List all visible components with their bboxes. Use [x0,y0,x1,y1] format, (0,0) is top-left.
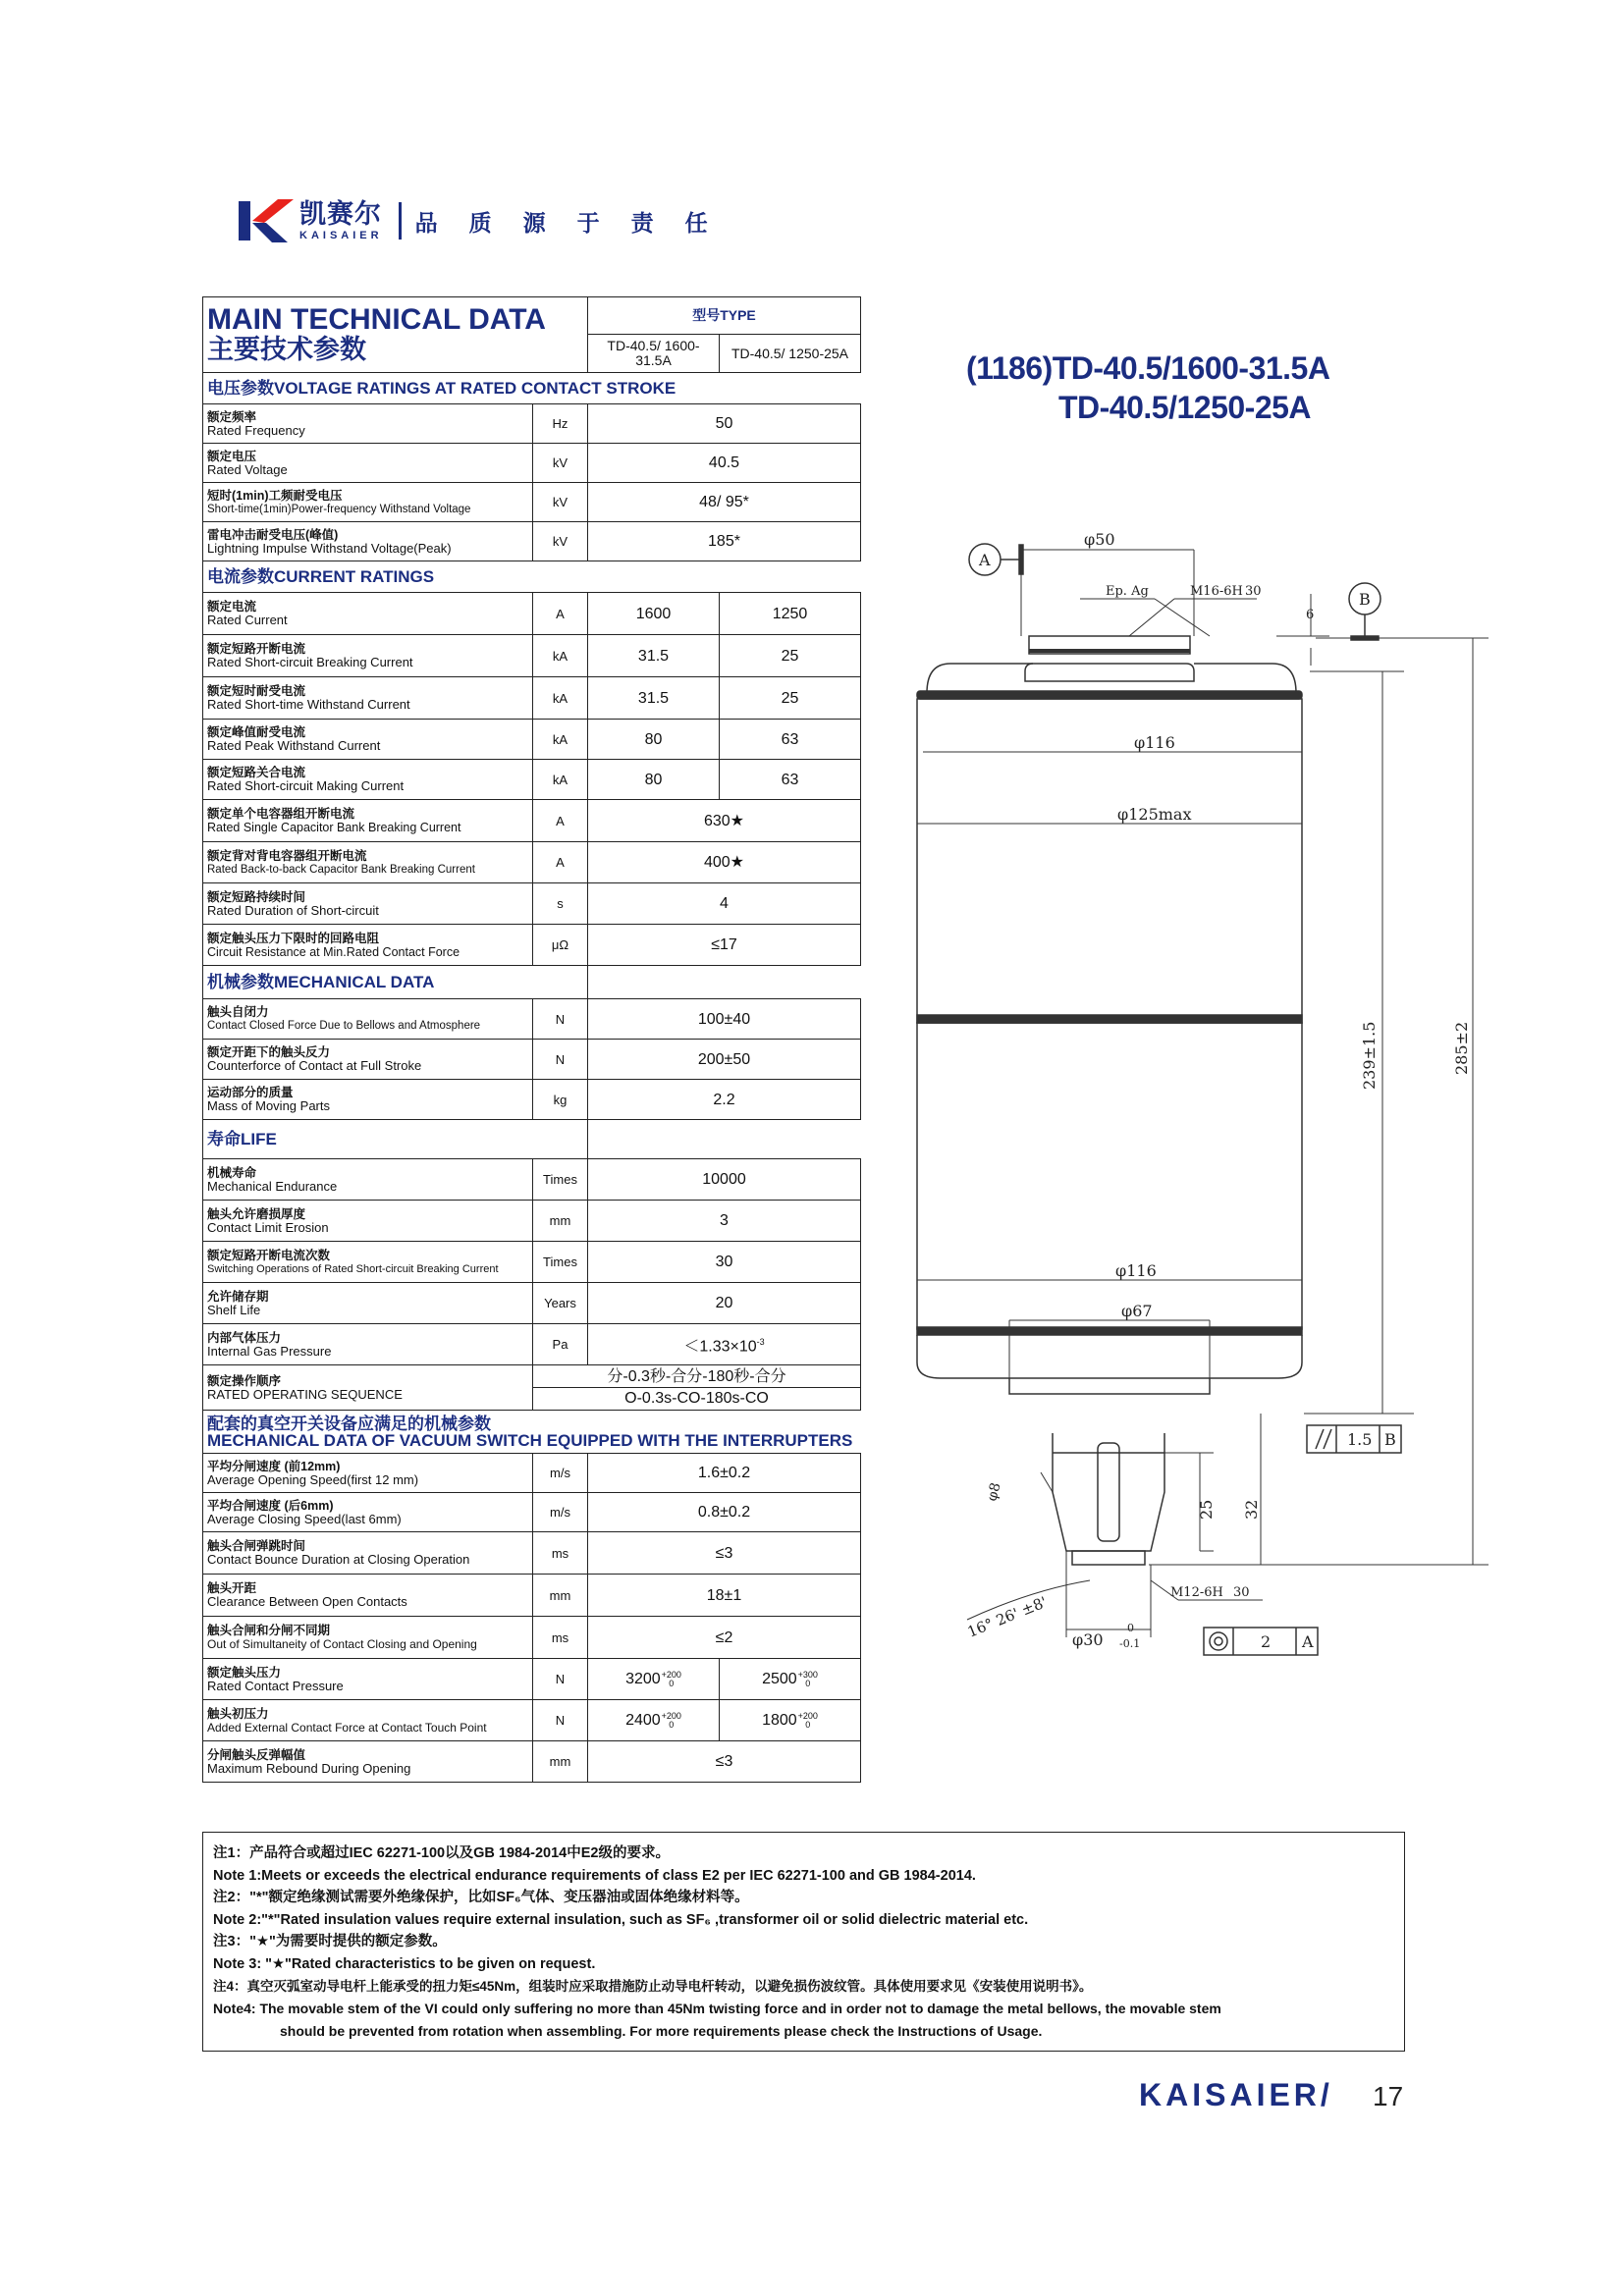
table-row: 雷电冲击耐受电压(峰值) Lightning Impulse Withstand Voltage(Peak) kV 185* [203,522,861,561]
dim-d67: φ67 [1121,1302,1153,1320]
table-row: 额定操作顺序 RATED OPERATING SEQUENCE 分-0.3秒-合分-180秒-合分 O-0.3s-CO-180s-CO [203,1365,861,1411]
drawing-title-1: (1186)TD-40.5/1600-31.5A [966,350,1330,386]
note-2-en: Note 2:"*"Rated insulation values require external insulation, such as SF₆ ,transformer oil or solid dielectric material etc. [213,1911,1029,1928]
section-switch: 配套的真空开关设备应满足的机械参数 MECHANICAL DATA OF VACUUM SWITCH EQUIPPED WITH THE INTERRUPTERS [203,1411,861,1454]
dim-d125: φ125max [1117,805,1192,824]
note-1-cn: 注1：产品符合或超过IEC 62271-100以及GB 1984-2014中E2级的要求。 [213,1845,670,1861]
slogan: 品 质 源 于 责 任 [414,210,720,237]
table-row: 额定开距下的触头反力 Counterforce of Contact at Full Stroke N 200±50 [203,1040,861,1080]
section-current: 电流参数CURRENT RATINGS [203,561,861,593]
note-3-en: Note 3: "★"Rated characteristics to be given on request. [213,1955,596,1972]
table-row: 触头初压力 Added External Contact Force at Contact Touch Point N 2400 +200 0 1800 +200 0 [203,1700,861,1741]
dim-25: 25 [1197,1499,1216,1520]
note-4-cn: 注4：真空灭弧室动导电杆上能承受的扭力矩≤45Nm，组装时应采取措施防止动导电杆转动，以避免损伤波纹管。具体使用要求见《安装使用说明书》。 [213,1978,1093,1994]
dim-h285: 285±2 [1452,1021,1471,1075]
table-row: 触头合闸和分闸不同期 Out of Simultaneity of Contact Closing and Opening ms ≤2 [203,1617,861,1659]
table-row: 触头允许磨损厚度 Contact Limit Erosion mm 3 [203,1201,861,1242]
table-row: 额定短时耐受电流 Rated Short-time Withstand Current kA 31.5 25 [203,677,861,720]
type-header: 型号TYPE [588,297,861,335]
label-m16-depth: 30 [1245,584,1262,599]
dim-d30-tol-low: -0.1 [1119,1637,1141,1650]
drawing-title-2: TD-40.5/1250-25A [1058,390,1312,425]
table-row: 额定触头压力下限时的回路电阻 Circuit Resistance at Min.Rated Contact Force μΩ ≤17 [203,925,861,966]
position-value: 2 [1261,1632,1272,1651]
table-row: 额定触头压力 Rated Contact Pressure N 3200 +200 0 2500 +300 0 [203,1659,861,1700]
dim-d30-tol-up: 0 [1127,1622,1134,1634]
dim-d30: φ30 [1072,1630,1104,1649]
model-1: TD-40.5/ 1600-31.5A [588,335,720,373]
note-1-en: Note 1:Meets or exceeds the electrical endurance requirements of class E2 per IEC 62271-100 and GB 1984-2014. [213,1867,976,1884]
table-row: 额定短路开断电流次数 Switching Operations of Rated Short-circuit Breaking Current Times 30 [203,1242,861,1283]
dim-d116-bottom: φ116 [1115,1261,1157,1280]
table-row: 触头合闸弹跳时间 Contact Bounce Duration at Closing Operation ms ≤3 [203,1532,861,1575]
table-row: 短时(1min)工频耐受电压 Short-time(1min)Power-frequency Withstand Voltage kV 48/ 95* [203,483,861,522]
table-title: MAIN TECHNICAL DATA 主要技术参数 [203,297,588,373]
section-life: 寿命LIFE [203,1120,588,1159]
table-row: 平均分闸速度 (前12mm) Average Opening Speed(first 12 mm) m/s 1.6±0.2 [203,1454,861,1493]
brand-name-en: KAISAIER [299,230,383,241]
table-row: 额定短路关合电流 Rated Short-circuit Making Current kA 80 63 [203,760,861,800]
table-row: 分闸触头反弹幅值 Maximum Rebound During Opening mm ≤3 [203,1741,861,1783]
table-row: 内部气体压力 Internal Gas Pressure Pa $<1.33\times 10^{-3}$ [203,1324,861,1365]
dim-angle: 16° 26' ±8' [964,1592,1050,1641]
table-row: 触头自闭力 Contact Closed Force Due to Bellows and Atmosphere N 100±40 [203,999,861,1040]
table-row: 运动部分的质量 Mass of Moving Parts kg 2.2 [203,1080,861,1120]
dim-d116-top: φ116 [1134,733,1175,752]
note-2-cn: 注2："*"额定绝缘测试需要外绝缘保护，比如SF₆气体、变压器油或固体绝缘材料等。 [213,1890,749,1906]
dim-32: 32 [1242,1499,1261,1520]
position-ref: A [1302,1632,1314,1651]
dim-h239: 239±1.5 [1360,1021,1379,1090]
table-row: 额定峰值耐受电流 Rated Peak Withstand Current kA 80 63 [203,720,861,760]
label-m12: M12-6H [1170,1585,1223,1600]
datum-a-label: A [979,551,991,569]
table-row: 额定电压 Rated Voltage kV 40.5 [203,444,861,483]
table-row: 机械寿命 Mechanical Endurance Times 10000 [203,1159,861,1201]
datum-b-label: B [1359,590,1371,609]
parallel-ref: B [1384,1430,1396,1449]
page-number: 17 [1373,2081,1404,2111]
table-row: 额定单个电容器组开断电流 Rated Single Capacitor Bank Breaking Current A 630★ [203,800,861,842]
model-2: TD-40.5/ 1250-25A [720,335,861,373]
table-row: 额定短路持续时间 Rated Duration of Short-circuit s 4 [203,883,861,925]
dim-d50: φ50 [1084,530,1115,549]
section-mechanical: 机械参数MECHANICAL DATA [203,966,588,999]
section-voltage: 电压参数VOLTAGE RATINGS AT RATED CONTACT STROKE [203,373,861,404]
parallel-value: 1.5 [1347,1430,1373,1449]
table-row: 触头开距 Clearance Between Open Contacts mm 18±1 [203,1575,861,1617]
label-m16: M16-6H [1190,584,1243,599]
note-3-cn: 注3："★"为需要时提供的额定参数。 [213,1934,447,1950]
note-4-en-cont: should be prevented from rotation when assembling. For more requirements please check the Instructions of Usage. [280,2022,1043,2039]
table-row: 平均合闸速度 (后6mm) Average Closing Speed(last 6mm) m/s 0.8±0.2 [203,1493,861,1532]
dim-gap6: 6 [1306,608,1315,622]
table-row: 额定电流 Rated Current A 1600 1250 [203,593,861,635]
table-row: 额定频率 Rated Frequency Hz 50 [203,404,861,444]
table-row: 额定背对背电容器组开断电流 Rated Back-to-back Capacitor Bank Breaking Current A 400★ [203,842,861,883]
label-ep-ag: Ep. Ag [1106,584,1149,599]
table-row: 允许储存期 Shelf Life Years 20 [203,1283,861,1324]
table-row: 额定短路开断电流 Rated Short-circuit Breaking Current kA 31.5 25 [203,635,861,677]
label-m12-depth: 30 [1233,1585,1250,1600]
dim-d8: φ8 [984,1480,1004,1504]
brand-name-cn: 凯赛尔 [299,199,382,230]
note-4-en: Note4: The movable stem of the VI could only suffering no more than 45Nm twisting force and in order not to damage the metal bellows, the movable stem [213,2001,1221,2017]
footer-brand: KAISAIER/ [1139,2077,1333,2112]
